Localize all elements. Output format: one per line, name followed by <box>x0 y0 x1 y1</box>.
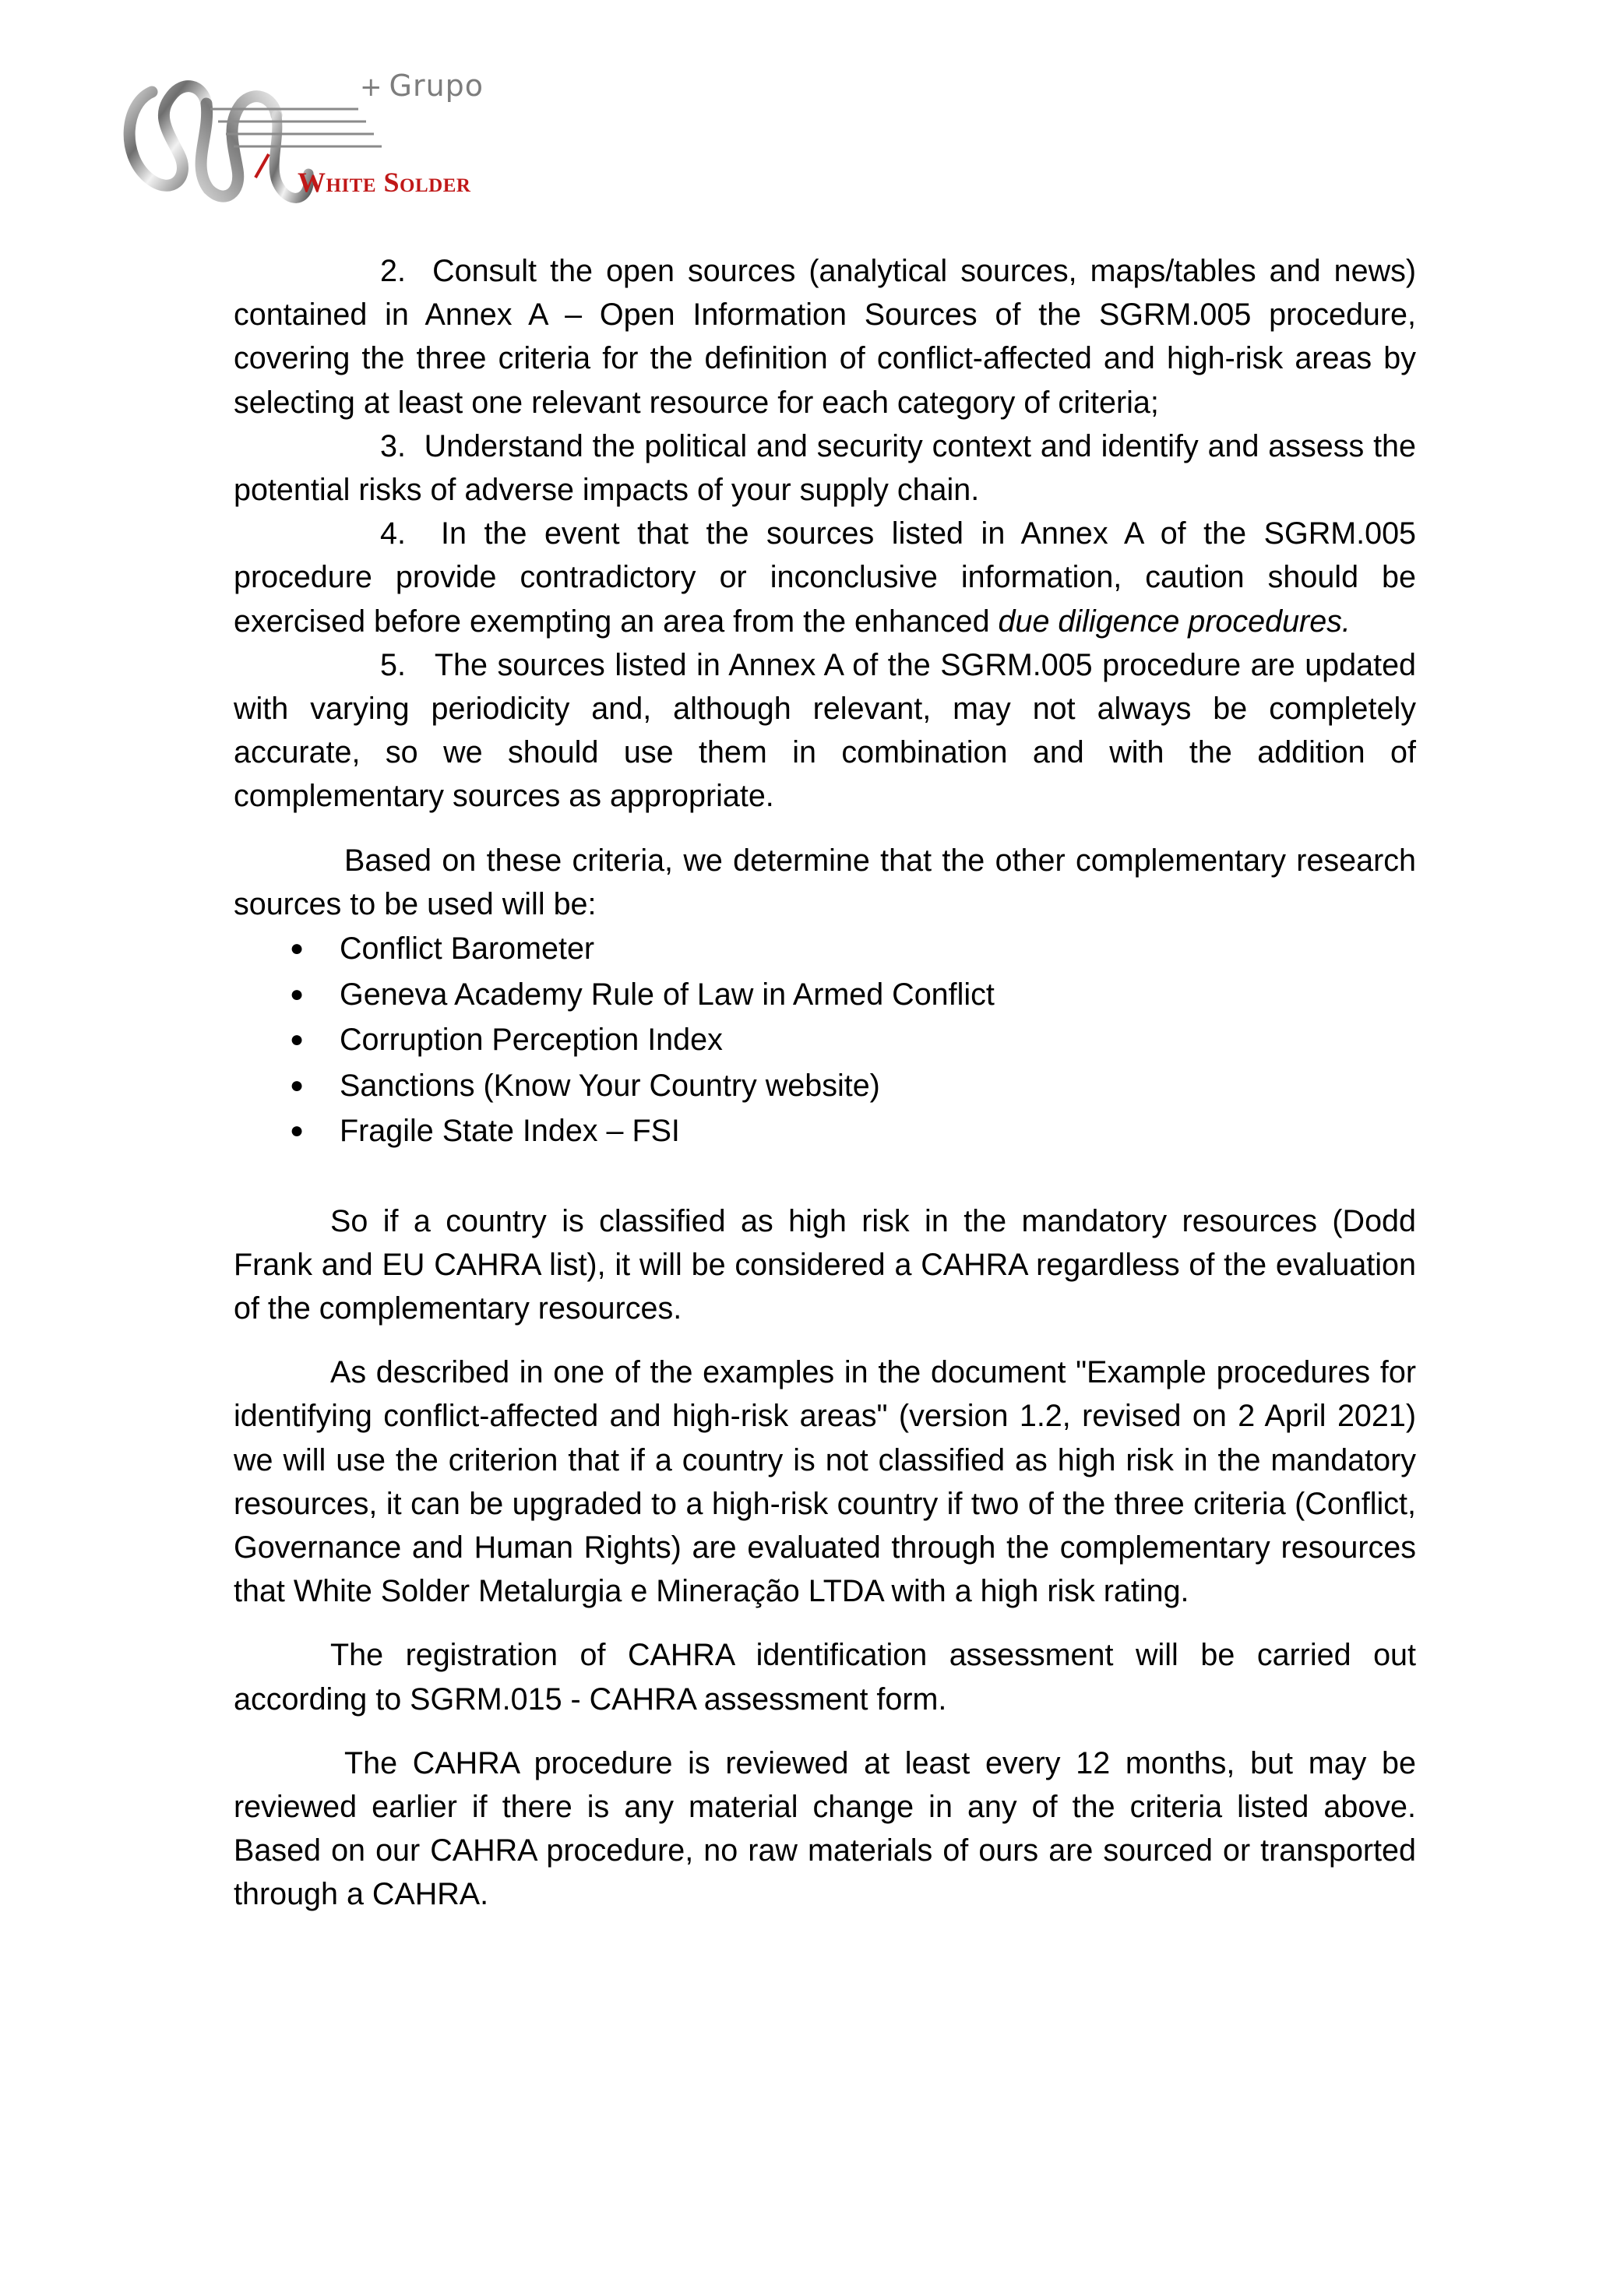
paragraph-registration: The registration of CAHRA identification assessment will be carried out according to SGRM.015 - CAHRA assessment form. <box>234 1638 1416 1717</box>
company-logo <box>117 61 506 217</box>
list-item: ● Conflict Barometer <box>234 926 1416 972</box>
list-item: ● Sanctions (Know Your Country website) <box>234 1063 1416 1109</box>
list-item: ● Geneva Academy Rule of Law in Armed Conflict <box>234 972 1416 1018</box>
bullet-icon: ● <box>290 981 305 1007</box>
numbered-item-5: 5. The sources listed in Annex A of the SGRM.005 procedure are updated with varying periodicity and, although relevant, may not always be completely accurate, so we should use them in combination and with the addition of complementary sources as appropriate. <box>234 647 1416 814</box>
emphasis-text: due diligence procedures. <box>998 604 1351 639</box>
numbered-item-3: 3. Understand the political and security context and identify and assess the potential risks of adverse impacts of your supply chain. <box>234 428 1416 508</box>
document-body <box>234 249 1416 1917</box>
list-item: ● Corruption Perception Index <box>234 1017 1416 1063</box>
bullet-icon: ● <box>290 1118 305 1144</box>
bullet-icon: ● <box>290 1072 305 1098</box>
logo-grupo-text: + Grupo <box>360 69 484 103</box>
numbered-item-4: 4. In the event that the sources listed in Annex A of the SGRM.005 procedure provide contradictory or inconclusive information, caution should be exercised before exempting an area from the enhanced due diligence procedures. <box>234 516 1416 639</box>
numbered-item-2: 2. Consult the open sources (analytical sources, maps/tables and news) contained in Annex A – Open Information Sources of the SGRM.005 procedure, covering the three criteria for the definition of conflict-affected and high-risk areas by selecting at least one relevant resource for each category of criteria; <box>234 254 1416 420</box>
bullet-icon: ● <box>290 935 305 962</box>
sources-intro: Based on these criteria, we determine that the other complementary research sources to be used will be: <box>234 843 1416 921</box>
paragraph-mandatory-resources: So if a country is classified as high risk in the mandatory resources (Dodd Frank and EU CAHRA list), it will be considered a CAHRA regardless of the evaluation of the complementary resources. <box>234 1203 1416 1326</box>
paragraph-example-procedures: As described in one of the examples in the document "Example procedures for identifying conflict-affected and high-risk areas" (version 1.2, revised on 2 April 2021) we will use the criterion that if a country is not classified as high risk in the mandatory resources, it can be upgraded to a high-risk country if two of the three criteria (Conflict, Governance and Human Rights) are evaluated through the complementary resources that White Solder Metalurgia e Mineração LTDA with a high risk rating. <box>234 1355 1416 1609</box>
list-item: ● Fragile State Index – FSI <box>234 1108 1416 1154</box>
paragraph-review: The CAHRA procedure is reviewed at least every 12 months, but may be reviewed earlier if there is any material change in any of the criteria listed above. Based on our CAHRA procedure, no raw materials of ours are sourced or transported through a CAHRA. <box>234 1745 1416 1912</box>
sources-list <box>234 926 1416 1154</box>
bullet-icon: ● <box>290 1027 305 1053</box>
logo-brand-text: White Solder <box>298 167 471 198</box>
